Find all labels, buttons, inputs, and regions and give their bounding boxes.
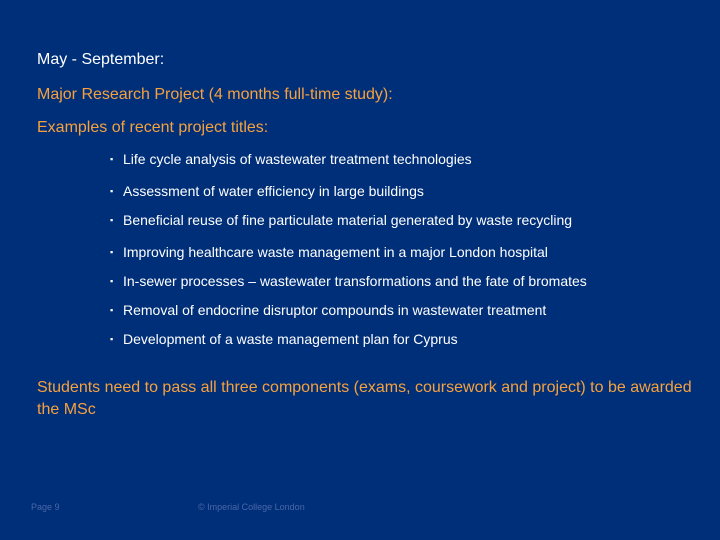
list-item-text: Improving healthcare waste management in a major London hospital — [123, 244, 548, 260]
list-item-text: Assessment of water efficiency in large buildings — [123, 183, 424, 199]
list-item — [110, 301, 546, 319]
bullet-icon: ▪ — [110, 215, 114, 225]
list-item-text: Life cycle analysis of wastewater treatment technologies — [123, 151, 472, 167]
bullet-icon: ▪ — [110, 247, 114, 257]
examples-heading: Examples of recent project titles: — [37, 119, 269, 136]
list-item — [110, 330, 458, 348]
list-item — [110, 182, 424, 200]
list-item-text: Removal of endocrine disruptor compounds in wastewater treatment — [123, 302, 547, 318]
list-item-text: Beneficial reuse of fine particulate material generated by waste recycling — [123, 212, 573, 228]
bullet-icon: ▪ — [110, 276, 114, 286]
list-item — [110, 211, 572, 229]
bullet-icon: ▪ — [110, 334, 114, 344]
page-number: Page 9 — [31, 502, 60, 512]
list-item — [110, 243, 548, 261]
copyright-notice: © Imperial College London — [198, 502, 305, 512]
bullet-icon: ▪ — [110, 154, 114, 164]
list-item — [110, 150, 472, 168]
bullet-icon: ▪ — [110, 305, 114, 315]
list-item — [110, 272, 587, 290]
period-heading: May - September: — [37, 51, 165, 68]
summary-text: Students need to pass all three components (exams, coursework and project) to be awarded the MSc — [37, 379, 692, 418]
project-heading: Major Research Project (4 months full-time study): — [37, 86, 393, 103]
bullet-icon: ▪ — [110, 186, 114, 196]
list-item-text: In-sewer processes – wastewater transformations and the fate of bromates — [123, 273, 587, 289]
list-item-text: Development of a waste management plan for Cyprus — [123, 331, 458, 347]
